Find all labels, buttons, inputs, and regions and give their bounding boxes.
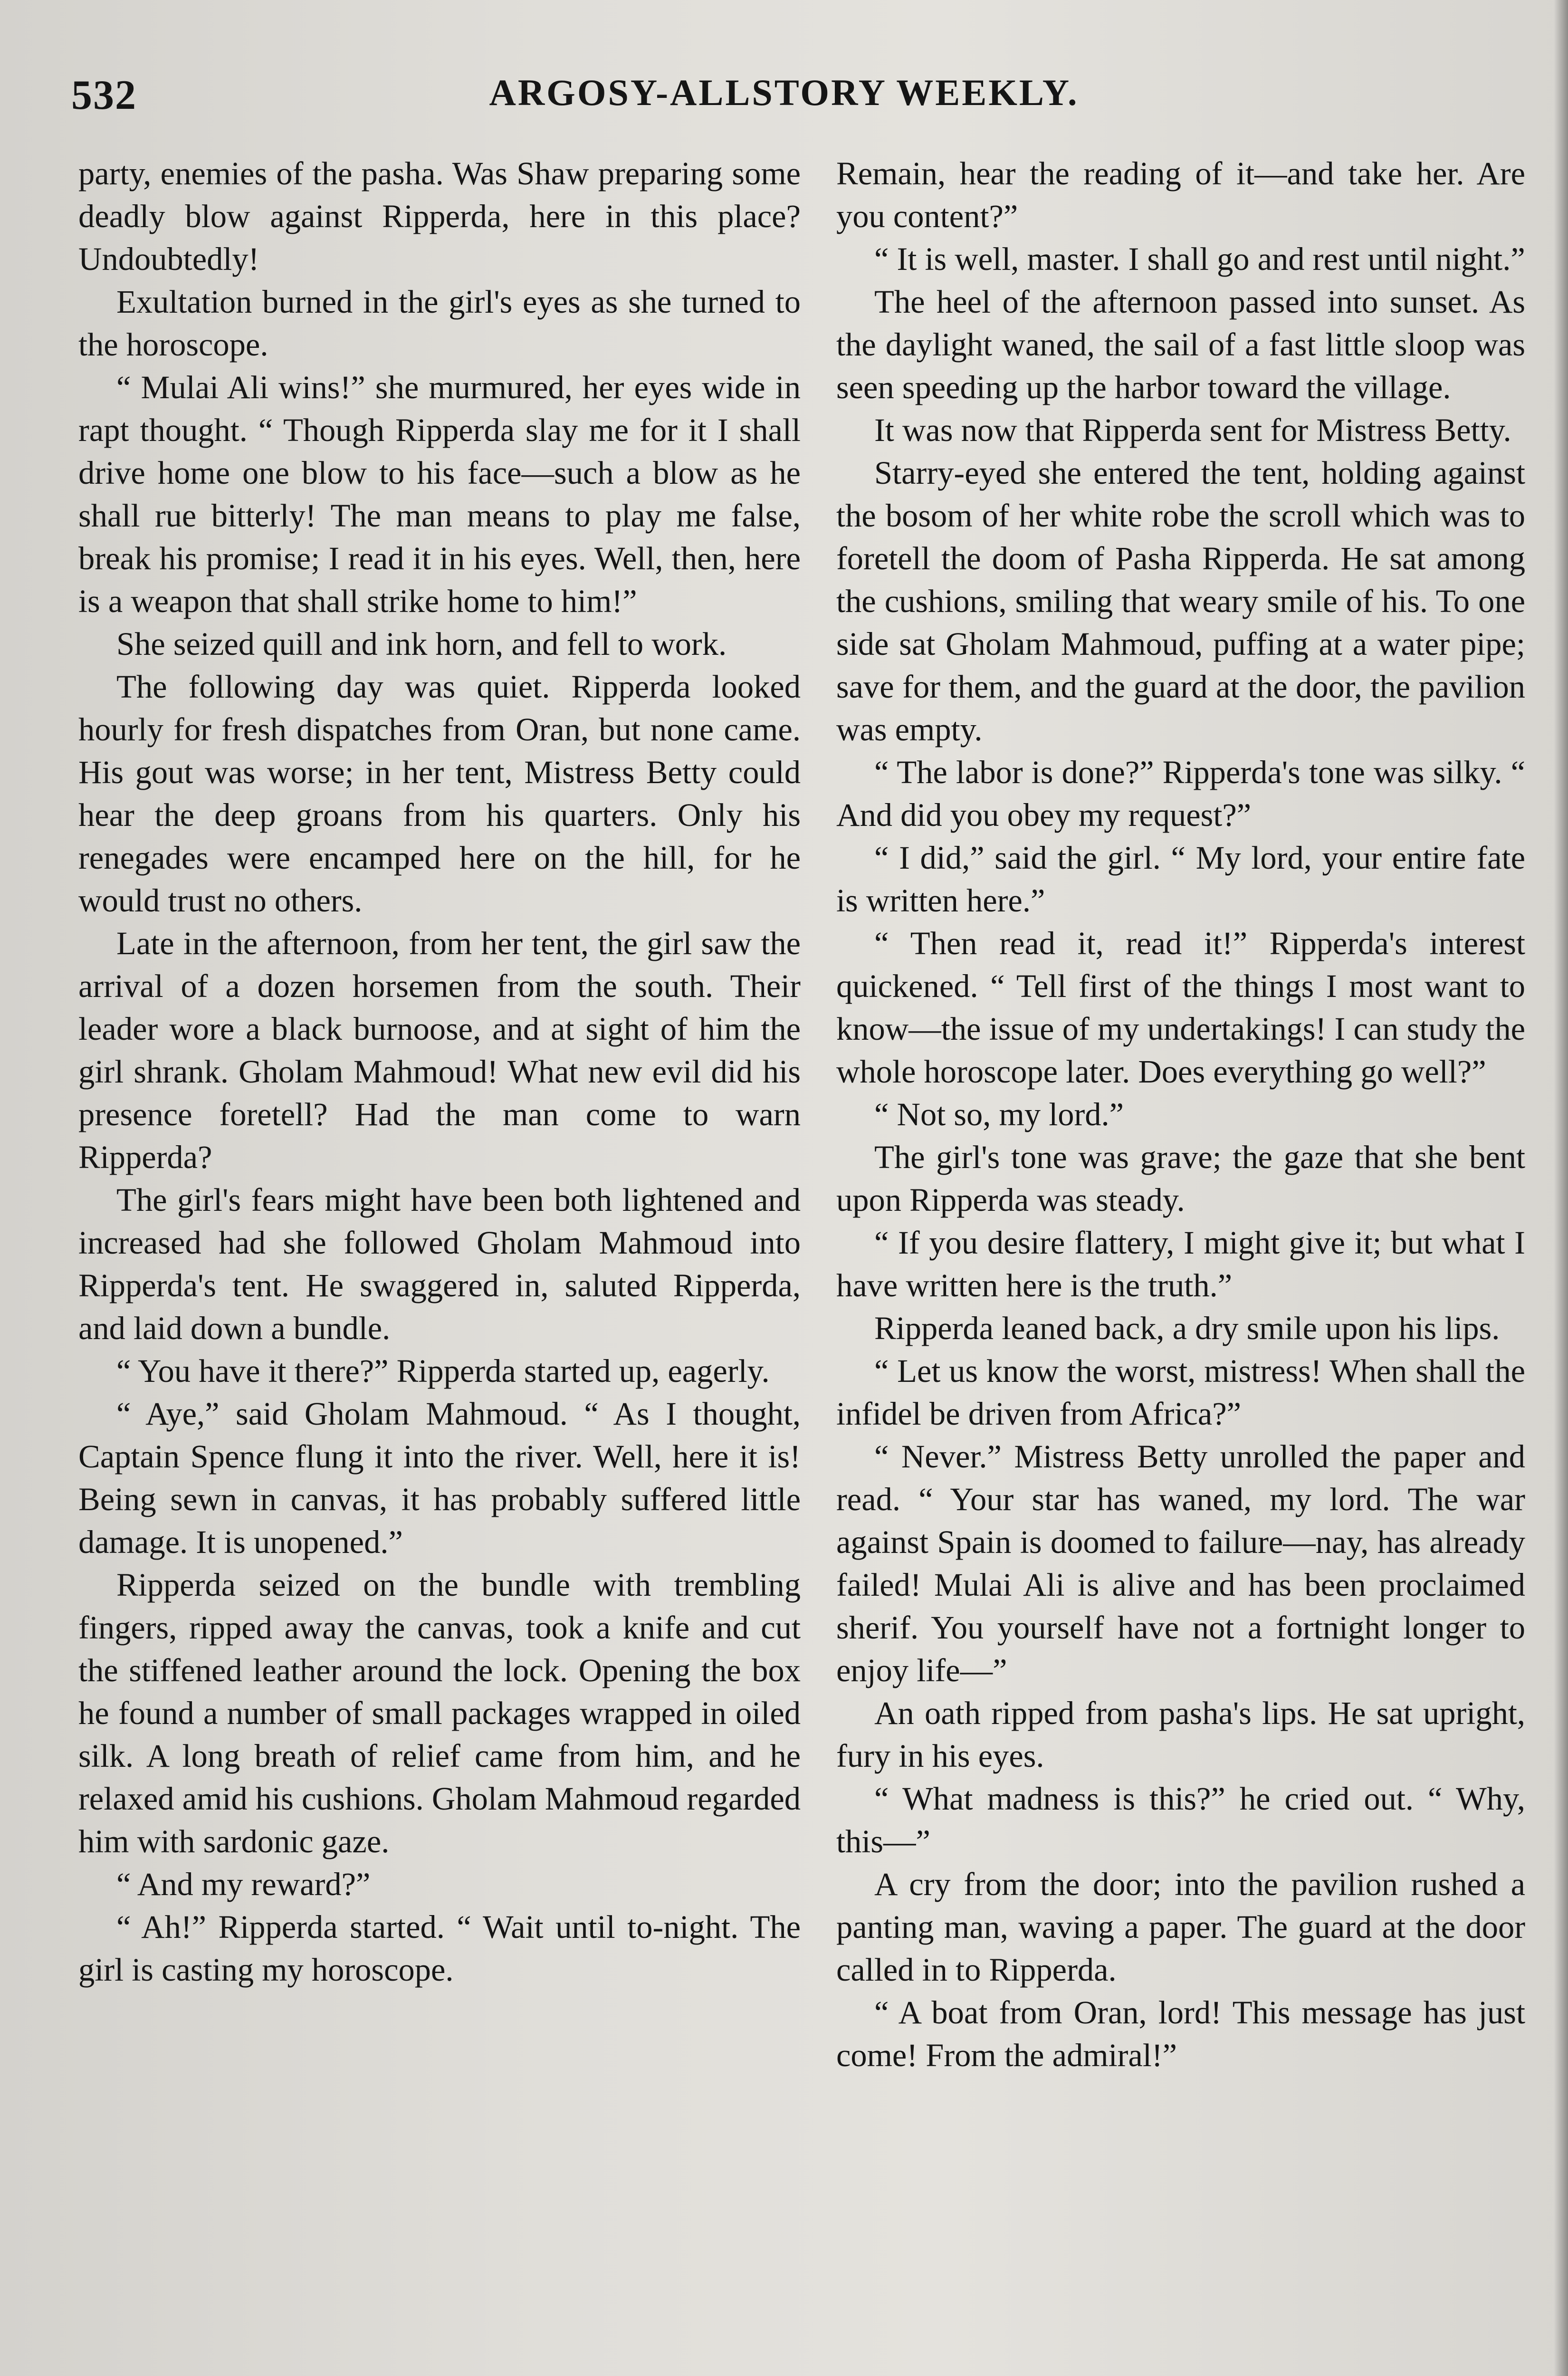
paragraph: Ripperda seized on the bundle with trembling fingers, ripped away the canvas, took a knife and cut the stiffened leather around the lock. Opening the box he found a number of small packages wrapped in oiled silk. A long breath of relief came from him, and he relaxed amid his cushions. Gholam Mahmoud regarded him with sardonic gaze.: [78, 1567, 801, 1859]
page-edge-shadow: [1554, 0, 1568, 2376]
paragraph: A cry from the door; into the pavilion rushed a panting man, waving a paper. The guard at the door called in to Ripperda.: [836, 1866, 1525, 1988]
paragraph: “ I did,” said the girl. “ My lord, your entire fate is written here.”: [836, 840, 1525, 919]
paragraph: party, enemies of the pasha. Was Shaw preparing some deadly blow against Ripperda, here in this place? Undoubtedly!: [78, 155, 801, 277]
paragraph: “ The labor is done?” Ripperda's tone was silky. “ And did you obey my request?”: [836, 754, 1525, 833]
page-header: [71, 71, 1497, 128]
paragraph: “ Never.” Mistress Betty unrolled the paper and read. “ Your star has waned, my lord. The war against Spain is doomed to failure—nay, has already failed! Mulai Ali is alive and has been proclaimed sherif. You yourself have not a fortnight longer to enjoy life—”: [836, 1438, 1525, 1688]
paragraph: “ Mulai Ali wins!” she murmured, her eyes wide in rapt thought. “ Though Ripperda slay me for it I shall drive home one blow to his face—such a blow as he shall rue bitterly! The man means to play me false, break his promise; I read it in his eyes. Well, then, here is a weapon that shall strike home to him!”: [78, 369, 801, 619]
paragraph: An oath ripped from pasha's lips. He sat upright, fury in his eyes.: [836, 1695, 1525, 1774]
right-column: [836, 152, 1525, 2077]
paragraph: “ It is well, master. I shall go and rest until night.”: [874, 241, 1525, 277]
paragraph: The heel of the afternoon passed into sunset. As the daylight waned, the sail of a fast little sloop was seen speeding up the harbor toward the village.: [836, 284, 1525, 405]
paragraph: Late in the afternoon, from her tent, the girl saw the arrival of a dozen horsemen from the south. Their leader wore a black burnoose, and at sight of him the girl shrank. Gholam Mahmoud! What new evil did his presence foretell? Had the man come to warn Ripperda?: [78, 925, 801, 1175]
paragraph: “ Let us know the worst, mistress! When shall the infidel be driven from Africa?”: [836, 1353, 1525, 1432]
paragraph: The girl's tone was grave; the gaze that she bent upon Ripperda was steady.: [836, 1139, 1525, 1218]
page-number: 532: [71, 72, 137, 118]
paragraph: “ You have it there?” Ripperda started up, eagerly.: [116, 1353, 770, 1389]
paragraph: Ripperda leaned back, a dry smile upon his lips.: [874, 1310, 1500, 1346]
paragraph: “ If you desire flattery, I might give it; but what I have written here is the truth.”: [836, 1225, 1525, 1303]
paragraph: “ And my reward?”: [116, 1866, 371, 1902]
paragraph: “ A boat from Oran, lord! This message has just come! From the admiral!”: [836, 1994, 1525, 2073]
paragraph: “ What madness is this?” he cried out. “ Why, this—”: [836, 1781, 1525, 1859]
left-column: [78, 152, 801, 1991]
paragraph: Remain, hear the reading of it—and take her. Are you content?”: [836, 155, 1525, 234]
paragraph: “ Then read it, read it!” Ripperda's interest quickened. “ Tell first of the things I most want to know—the issue of my undertakings! I can study the whole horoscope later. Does everything go well?”: [836, 925, 1525, 1090]
paragraph: Starry-eyed she entered the tent, holding against the bosom of her white robe the scroll which was to foretell the doom of Pasha Ripperda. He sat among the cushions, smiling that weary smile of his. To one side sat Gholam Mahmoud, puffing at a water pipe; save for them, and the guard at the door, the pavilion was empty.: [836, 455, 1525, 747]
paragraph: The girl's fears might have been both lightened and increased had she followed Gholam Mahmoud into Ripperda's tent. He swaggered in, saluted Ripperda, and laid down a bundle.: [78, 1182, 801, 1346]
paragraph: She seized quill and ink horn, and fell to work.: [116, 626, 727, 662]
paragraph: Exultation burned in the girl's eyes as she turned to the horoscope.: [78, 284, 801, 363]
paragraph: “ Aye,” said Gholam Mahmoud. “ As I thought, Captain Spence flung it into the river. Well, here it is! Being sewn in canvas, it has probably suffered little damage. It is unopened.”: [78, 1396, 801, 1560]
paragraph: It was now that Ripperda sent for Mistress Betty.: [874, 412, 1511, 448]
paragraph: “ Ah!” Ripperda started. “ Wait until to-night. The girl is casting my horoscope.: [78, 1909, 801, 1988]
running-title: ARGOSY-ALLSTORY WEEKLY.: [489, 72, 1079, 113]
paragraph: “ Not so, my lord.”: [874, 1096, 1124, 1132]
paragraph: The following day was quiet. Ripperda looked hourly for fresh dispatches from Oran, but none came. His gout was worse; in her tent, Mistress Betty could hear the deep groans from his quarters. Only his renegades were encamped here on the hill, for he would trust no others.: [78, 669, 801, 919]
